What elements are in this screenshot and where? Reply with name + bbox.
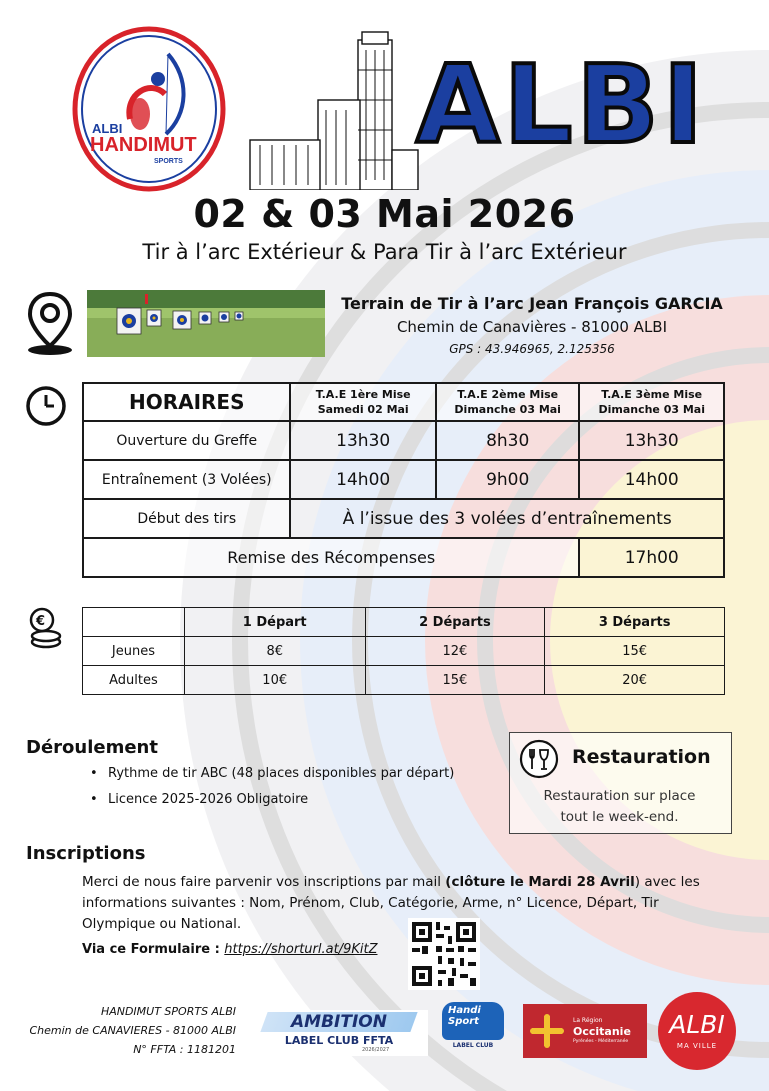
venue-address: Chemin de Canavières - 81000 ALBI xyxy=(396,318,668,336)
schedule-cell: 8h30 xyxy=(436,421,580,460)
pricing-cell: 15€ xyxy=(545,637,725,666)
archery-field-photo xyxy=(87,290,325,357)
restauration-text: Restauration sur place tout le week-end. xyxy=(543,788,696,825)
deroulement-title: Déroulement xyxy=(26,737,158,758)
pricing-row-label: Adultes xyxy=(83,666,185,695)
schedule-row-label: Remise des Récompenses xyxy=(83,538,579,577)
venue-name: Terrain de Tir à l’arc Jean François GARCIA xyxy=(341,294,723,313)
albi-ma-ville-logo: ALBI MA VILLE xyxy=(658,992,736,1070)
handimut-logo xyxy=(70,24,228,194)
svg-text:SPORTS: SPORTS xyxy=(154,158,183,165)
pricing-col-header: 3 Départs xyxy=(545,608,725,637)
schedule-row-label: Entraînement (3 Volées) xyxy=(83,460,290,499)
pricing-cell: 10€ xyxy=(184,666,365,695)
schedule-cell: 14h00 xyxy=(290,460,435,499)
inscriptions-title: Inscriptions xyxy=(26,843,146,864)
footer-organization: HANDIMUT SPORTS ALBI Chemin de CANAVIERES - 81000 ALBI N° FFTA : 1181201 xyxy=(29,1005,236,1056)
occitan-cross-icon xyxy=(529,1013,565,1049)
schedule-table xyxy=(82,382,725,578)
schedule-cell: 13h30 xyxy=(290,421,435,460)
schedule-col-header: T.A.E 1ère Mise Samedi 02 Mai xyxy=(290,383,435,421)
city-title: ALBI xyxy=(416,43,707,168)
svg-text:HANDIMUT: HANDIMUT xyxy=(90,134,197,156)
schedule-cell: 9h00 xyxy=(436,460,580,499)
form-line: Via ce Formulaire : https://shorturl.at/9KitZ xyxy=(82,942,378,957)
ambition-label-logo: AMBITION LABEL CLUB FFTA 2026/2027 xyxy=(250,1010,428,1056)
schedule-cell: 17h00 xyxy=(579,538,724,577)
location-pin-icon xyxy=(24,290,76,356)
restauration-title: Restauration xyxy=(572,746,711,768)
schedule-row-label: Ouverture du Greffe xyxy=(83,421,290,460)
pricing-col-header: 1 Départ xyxy=(184,608,365,637)
restaurant-icon xyxy=(519,739,559,779)
event-dates: 02 & 03 Mai 2026 xyxy=(193,192,576,236)
pricing-row-label: Jeunes xyxy=(83,637,185,666)
euro-coins-icon xyxy=(24,606,64,650)
pricing-col-header: 2 Départs xyxy=(365,608,545,637)
pricing-cell: 15€ xyxy=(365,666,545,695)
event-subtitle: Tir à l’arc Extérieur & Para Tir à l’arc Extérieur xyxy=(142,240,627,264)
pricing-cell: 12€ xyxy=(365,637,545,666)
handisport-label-logo: Handi Sport LABEL CLUB xyxy=(442,1002,504,1054)
cathedral-illustration xyxy=(246,30,421,190)
schedule-row-label: Début des tirs xyxy=(83,499,290,538)
svg-text:ALBI: ALBI xyxy=(92,121,123,136)
list-item: • Rythme de tir ABC (48 places disponibles par départ) xyxy=(108,766,454,781)
inscriptions-text: Merci de nous faire parvenir vos inscriptions par mail (clôture le Mardi 28 Avril) avec les informations suivantes : Nom, Prénom, Club, Catégorie, Arme, n° Licence, Départ, Tir Olympique ou National. xyxy=(82,874,700,932)
pricing-cell: 20€ xyxy=(545,666,725,695)
schedule-col-header: T.A.E 3ème Mise Dimanche 03 Mai xyxy=(579,383,724,421)
venue-gps: GPS : 43.946965, 2.125356 xyxy=(449,342,615,356)
schedule-cell: 13h30 xyxy=(579,421,724,460)
qr-code xyxy=(408,918,480,990)
region-occitanie-logo: La Région Occitanie Pyrénées - Méditerranée xyxy=(523,1004,647,1058)
list-item: • Licence 2025-2026 Obligatoire xyxy=(108,792,308,807)
pricing-cell: 8€ xyxy=(184,637,365,666)
pricing-corner xyxy=(83,608,185,637)
schedule-cell: 14h00 xyxy=(579,460,724,499)
schedule-cell: À l’issue des 3 volées d’entraînements xyxy=(290,499,724,538)
form-link[interactable]: https://shorturl.at/9KitZ xyxy=(224,942,378,957)
pricing-table xyxy=(82,607,725,695)
clock-icon xyxy=(24,384,68,428)
schedule-title: HORAIRES xyxy=(83,383,290,421)
svg-text:€: € xyxy=(36,614,46,629)
schedule-col-header: T.A.E 2ème Mise Dimanche 03 Mai xyxy=(436,383,580,421)
